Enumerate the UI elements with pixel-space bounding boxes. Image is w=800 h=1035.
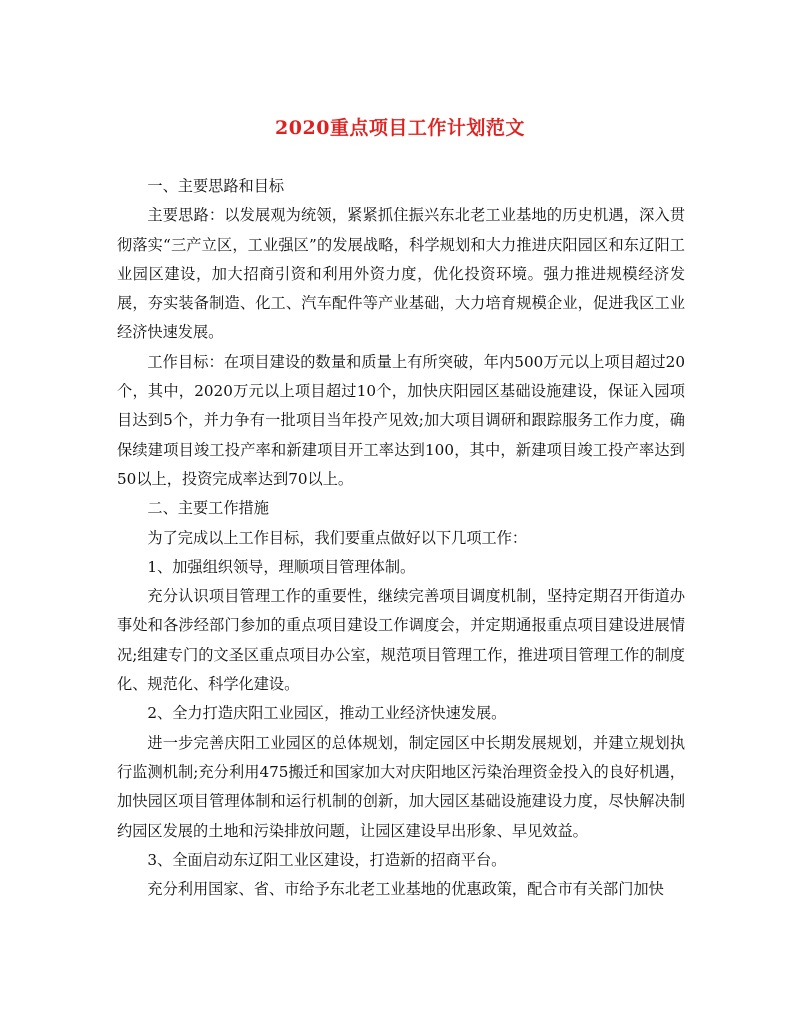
- paragraph-item-3: 充分利用国家、省、市给予东北老工业基地的优惠政策，配合市有关部门加快: [147, 880, 664, 899]
- paragraph-item-2: 进一步完善庆阳工业园区的总体规划，制定园区中长期发展规划，并建立规划执行监测机制;充分利用475搬迁和国家加大对庆阳地区污染治理资金投入的良好机遇，加快园区项目管理体制和运行机制的创新，加大园区基础设施建设力度，尽快解决制约园区发展的土地和污染排放问题，让园区建设早出形象、早见效益。: [117, 733, 685, 840]
- paragraph-intro: 为了完成以上工作目标，我们要重点做好以下几项工作：: [147, 528, 528, 547]
- section-heading-1: 一、主要思路和目标: [147, 177, 285, 195]
- paragraph-item-1: 充分认识项目管理工作的重要性，继续完善项目调度机制，坚持定期召开街道办事处和各涉经部门参加的重点项目建设工作调度会，并定期通报重点项目建设进展情况;组建专门的文圣区重点项目办公室，规范项目管理工作，推进项目管理工作的制度化、规范化、科学化建设。: [117, 587, 685, 694]
- item-heading-3: 3、全面启动东辽阳工业区建设，打造新的招商平台。: [147, 850, 507, 869]
- item-heading-1: 1、加强组织领导，理顺项目管理体制。: [147, 557, 416, 576]
- section-heading-2: 二、主要工作措施: [147, 499, 269, 518]
- document-body: [117, 172, 685, 904]
- paragraph-work-goal: 工作目标：在项目建设的数量和质量上有所突破，年内500万元以上项目超过20个，其中，2020万元以上项目超过10个，加快庆阳园区基础设施建设，保证入园项目达到5个，并力争有一批项目当年投产见效;加大项目调研和跟踪服务工作力度，确保续建项目竣工投产率和新建项目开工率达到100，其中，新建项目竣工投产率达到50以上，投资完成率达到70以上。: [117, 352, 685, 488]
- document-title: 2020重点项目工作计划范文: [275, 117, 525, 139]
- paragraph-main-idea: 主要思路：以发展观为统领，紧紧抓住振兴东北老工业基地的历史机遇，深入贯彻落实“三产立区，工业强区”的发展战略，科学规划和大力推进庆阳园区和东辽阳工业园区建设，加大招商引资和利用外资力度，优化投资环境。强力推进规模经济发展，夯实装备制造、化工、汽车配件等产业基础，大力培育规模企业，促进我区工业经济快速发展。: [117, 206, 685, 342]
- item-heading-2: 2、全力打造庆阳工业园区，推动工业经济快速发展。: [147, 704, 507, 723]
